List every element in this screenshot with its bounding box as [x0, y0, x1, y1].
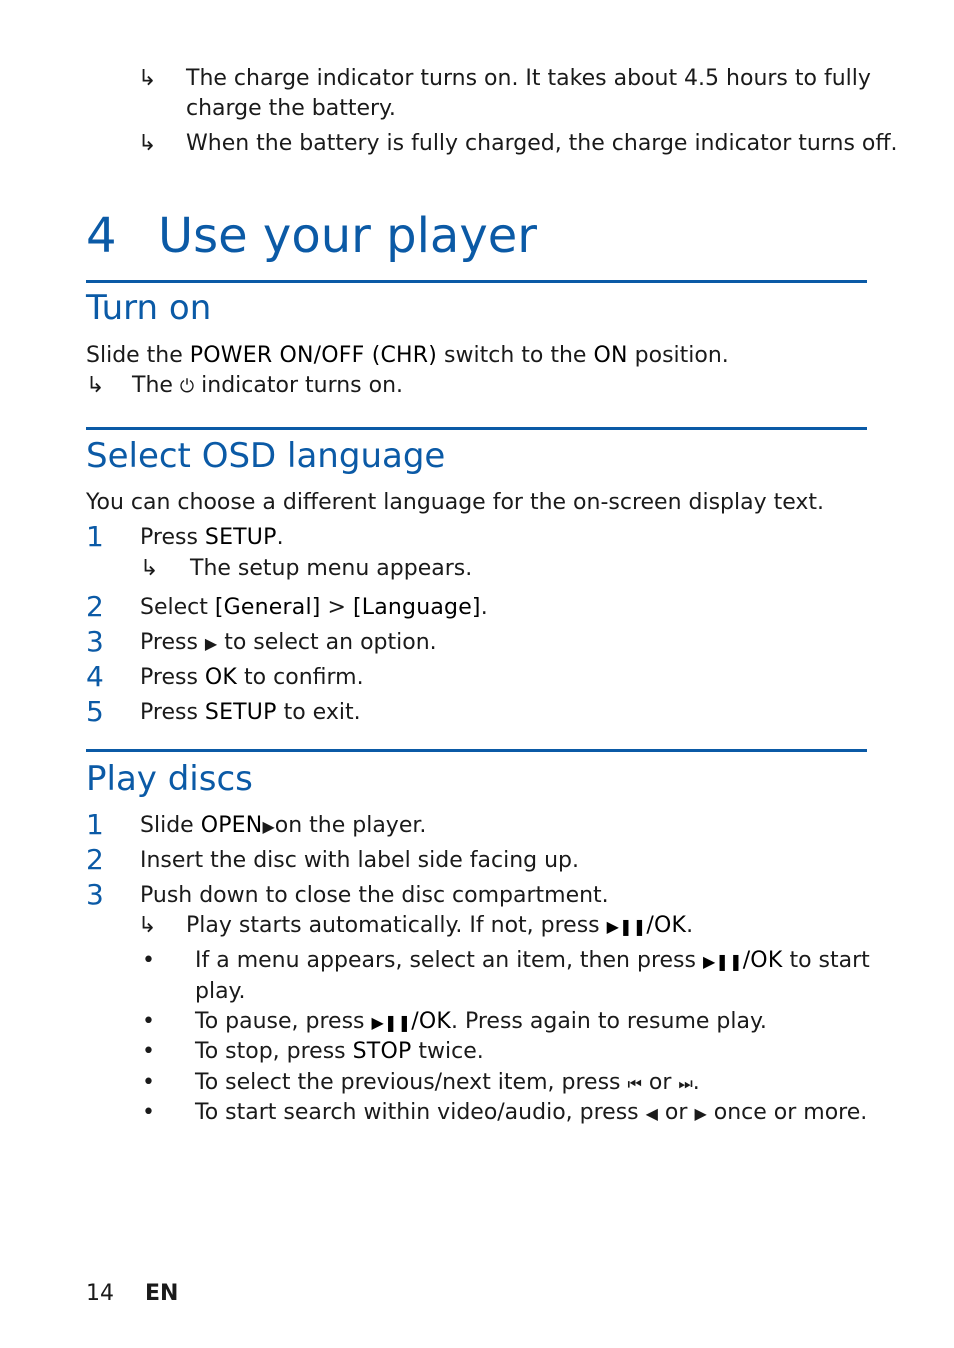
- text: To start search within video/audio, press: [195, 1100, 646, 1125]
- bullet: •: [142, 948, 155, 973]
- text: >: [320, 595, 353, 620]
- text: once or more.: [706, 1100, 868, 1125]
- page-number: 14: [86, 1281, 114, 1306]
- text: Press: [140, 700, 205, 725]
- step-number: 5: [86, 695, 104, 728]
- key-label: /OK: [742, 948, 783, 973]
- key-label: SETUP: [204, 700, 277, 725]
- left-icon: ◀: [645, 1104, 658, 1123]
- osd-step-4: [140, 663, 364, 693]
- result-arrow-icon: ↳: [140, 556, 159, 581]
- play-icon: ▶: [694, 1104, 707, 1123]
- key-label: SETUP: [204, 525, 277, 550]
- text: switch to the: [437, 343, 594, 368]
- section-rule: [86, 280, 867, 283]
- menu-label: [Language]: [352, 595, 481, 620]
- power-switch-label: POWER ON/OFF (CHR): [189, 343, 438, 368]
- key-label: /OK: [646, 913, 687, 938]
- play-pause-icon: ▶❚❚: [702, 952, 743, 971]
- play-step-3: Push down to close the disc compartment.: [140, 883, 609, 908]
- text: to confirm.: [237, 665, 364, 690]
- play-icon: ▶: [262, 817, 275, 836]
- text: Press: [140, 630, 205, 655]
- section-rule: [86, 427, 867, 430]
- text: indicator turns on.: [194, 373, 404, 398]
- play-step-2: Insert the disc with label side facing up.: [140, 848, 579, 873]
- charged-result: When the battery is fully charged, the charge indicator turns off.: [186, 131, 898, 156]
- play-tip-1-cont: play.: [195, 979, 246, 1004]
- text: twice.: [411, 1039, 484, 1064]
- key-label: STOP: [352, 1039, 412, 1064]
- key-label: /OK: [411, 1009, 451, 1034]
- play-tip-3: [195, 1037, 484, 1067]
- text: The: [132, 373, 180, 398]
- text: If a menu appears, select an item, then press: [195, 948, 703, 973]
- step-number: 2: [86, 590, 104, 623]
- bullet: •: [142, 1039, 155, 1064]
- section-heading-osd: Select OSD language: [86, 436, 446, 476]
- osd-step-5: [140, 698, 361, 728]
- power-icon: ⏻: [179, 376, 195, 397]
- text: To pause, press: [195, 1009, 372, 1034]
- step-number: 1: [86, 520, 104, 553]
- play-step-3-result: [186, 911, 693, 942]
- step-number: 4: [86, 660, 104, 693]
- bullet: •: [142, 1009, 155, 1034]
- osd-step-2: [140, 593, 488, 623]
- text: .: [480, 595, 488, 620]
- section-rule: [86, 749, 867, 752]
- result-arrow-icon: ↳: [86, 373, 105, 398]
- text: Press: [140, 665, 205, 690]
- play-tip-1: [195, 946, 870, 977]
- text: Slide: [140, 813, 201, 838]
- text: .: [692, 1070, 700, 1095]
- play-tip-5: [195, 1098, 867, 1129]
- step-number: 3: [86, 878, 104, 911]
- menu-label: [General]: [214, 595, 321, 620]
- result-arrow-icon: ↳: [138, 66, 157, 91]
- play-step-1: [140, 811, 426, 842]
- turn-on-instruction: [86, 341, 729, 371]
- text: on the player.: [274, 813, 427, 838]
- key-label: OK: [204, 665, 238, 690]
- language-code: EN: [145, 1281, 179, 1306]
- text: Press: [140, 525, 205, 550]
- chapter-title: Use your player: [158, 208, 538, 264]
- osd-step-1-result: The setup menu appears.: [190, 556, 473, 581]
- chapter-number: 4: [86, 208, 117, 264]
- step-number: 2: [86, 843, 104, 876]
- text: .: [276, 525, 284, 550]
- play-pause-icon: ▶❚❚: [606, 917, 647, 936]
- text: to select an option.: [217, 630, 437, 655]
- play-icon: ▶: [204, 634, 218, 653]
- section-heading-play-discs: Play discs: [86, 759, 253, 799]
- charge-result-line1: The charge indicator turns on. It takes about 4.5 hours to fully: [186, 66, 871, 91]
- previous-icon: ⏮: [627, 1074, 642, 1093]
- section-heading-turn-on: Turn on: [86, 288, 212, 328]
- play-tip-2: [195, 1007, 767, 1038]
- play-pause-icon: ▶❚❚: [371, 1013, 412, 1032]
- text: Slide the: [86, 343, 190, 368]
- bullet: •: [142, 1070, 155, 1095]
- text: to exit.: [276, 700, 361, 725]
- result-arrow-icon: ↳: [138, 131, 157, 156]
- text: Play starts automatically. If not, press: [186, 913, 607, 938]
- bullet: •: [142, 1100, 155, 1125]
- osd-intro: You can choose a different language for the on-screen display text.: [86, 490, 825, 515]
- text: . Press again to resume play.: [451, 1009, 767, 1034]
- osd-step-3: [140, 628, 437, 659]
- text: To select the previous/next item, press: [195, 1070, 628, 1095]
- on-label: ON: [593, 343, 628, 368]
- key-label: OPEN: [200, 813, 263, 838]
- text: To stop, press: [195, 1039, 353, 1064]
- turn-on-result: [132, 371, 403, 402]
- next-icon: ⏭: [678, 1074, 693, 1093]
- text: to start: [782, 948, 870, 973]
- osd-step-1: [140, 523, 284, 553]
- result-arrow-icon: ↳: [138, 913, 157, 938]
- step-number: 1: [86, 808, 104, 841]
- text: or: [641, 1070, 679, 1095]
- text: .: [686, 913, 694, 938]
- play-tip-4: [195, 1068, 700, 1099]
- text: or: [657, 1100, 695, 1125]
- text: position.: [627, 343, 729, 368]
- step-number: 3: [86, 625, 104, 658]
- charge-result-line2: charge the battery.: [186, 96, 396, 121]
- text: Select: [140, 595, 215, 620]
